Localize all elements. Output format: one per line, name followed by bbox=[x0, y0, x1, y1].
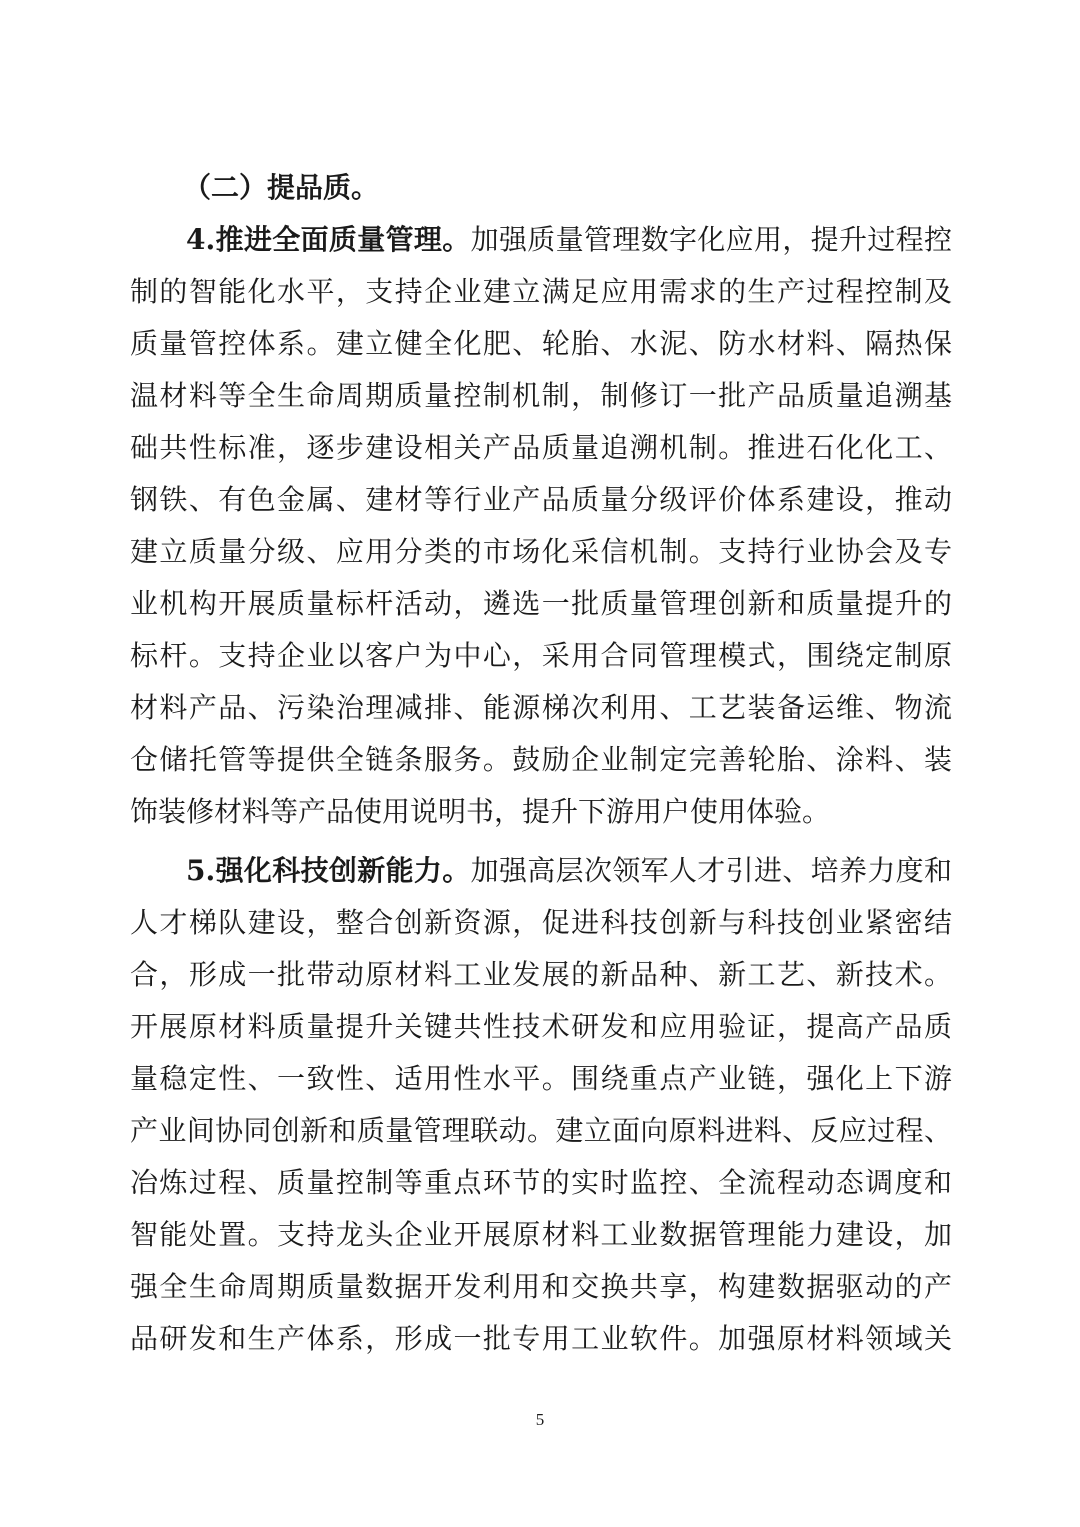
paragraph-4-line: 业机构开展质量标杆活动，遴选一批质量管理创新和质量提升的 bbox=[130, 587, 952, 620]
section-heading: （二）提品质。 bbox=[183, 171, 380, 204]
paragraph-4-line: 钢铁、有色金属、建材等行业产品质量分级评价体系建设，推动 bbox=[130, 483, 952, 516]
paragraph-4-line: 饰装修材料等产品使用说明书，提升下游用户使用体验。 bbox=[130, 795, 831, 828]
paragraph-4-line: 础共性标准，逐步建设相关产品质量追溯机制。推进石化化工、 bbox=[130, 431, 952, 464]
paragraph-5-line: 合，形成一批带动原材料工业发展的新品种、新工艺、新技术。 bbox=[130, 958, 952, 991]
paragraph-5-text: 加强高层次领军人才引进、培养力度和 bbox=[470, 854, 952, 887]
paragraph-4-line: 质量管控体系。建立健全化肥、轮胎、水泥、防水材料、隔热保 bbox=[130, 327, 952, 360]
paragraph-5-line bbox=[186, 845, 952, 897]
paragraph-4-lead: 4.推进全面质量管理。 bbox=[186, 223, 471, 256]
paragraph-4-text: 加强质量管理数字化应用，提升过程控 bbox=[470, 223, 952, 256]
paragraph-5-line: 产业间协同创新和质量管理联动。建立面向原料进料、反应过程、 bbox=[130, 1114, 952, 1147]
paragraph-4-line bbox=[186, 214, 952, 266]
paragraph-4-line: 建立质量分级、应用分类的市场化采信机制。支持行业协会及专 bbox=[130, 535, 952, 568]
paragraph-5-line: 强全生命周期质量数据开发利用和交换共享，构建数据驱动的产 bbox=[130, 1270, 952, 1303]
paragraph-4-line: 仓储托管等提供全链条服务。鼓励企业制定完善轮胎、涂料、装 bbox=[130, 743, 952, 776]
paragraph-5-line: 智能处置。支持龙头企业开展原材料工业数据管理能力建设，加 bbox=[130, 1218, 952, 1251]
paragraph-4-line: 标杆。支持企业以客户为中心，采用合同管理模式，围绕定制原 bbox=[130, 639, 952, 672]
paragraph-4-line: 制的智能化水平，支持企业建立满足应用需求的生产过程控制及 bbox=[130, 275, 952, 308]
paragraph-5-lead: 5.强化科技创新能力。 bbox=[186, 854, 471, 887]
paragraph-5-line: 开展原材料质量提升关键共性技术研发和应用验证，提高产品质 bbox=[130, 1010, 952, 1043]
page-number: 5 bbox=[535, 1410, 545, 1429]
paragraph-5-line: 冶炼过程、质量控制等重点环节的实时监控、全流程动态调度和 bbox=[130, 1166, 952, 1199]
paragraph-4-line: 材料产品、污染治理减排、能源梯次利用、工艺装备运维、物流 bbox=[130, 691, 952, 724]
paragraph-5-line: 品研发和生产体系，形成一批专用工业软件。加强原材料领域关 bbox=[130, 1322, 952, 1355]
paragraph-4-line: 温材料等全生命周期质量控制机制，制修订一批产品质量追溯基 bbox=[130, 379, 952, 412]
paragraph-5-line: 量稳定性、一致性、适用性水平。围绕重点产业链，强化上下游 bbox=[130, 1062, 952, 1095]
paragraph-5-line: 人才梯队建设，整合创新资源，促进科技创新与科技创业紧密结 bbox=[130, 906, 952, 939]
